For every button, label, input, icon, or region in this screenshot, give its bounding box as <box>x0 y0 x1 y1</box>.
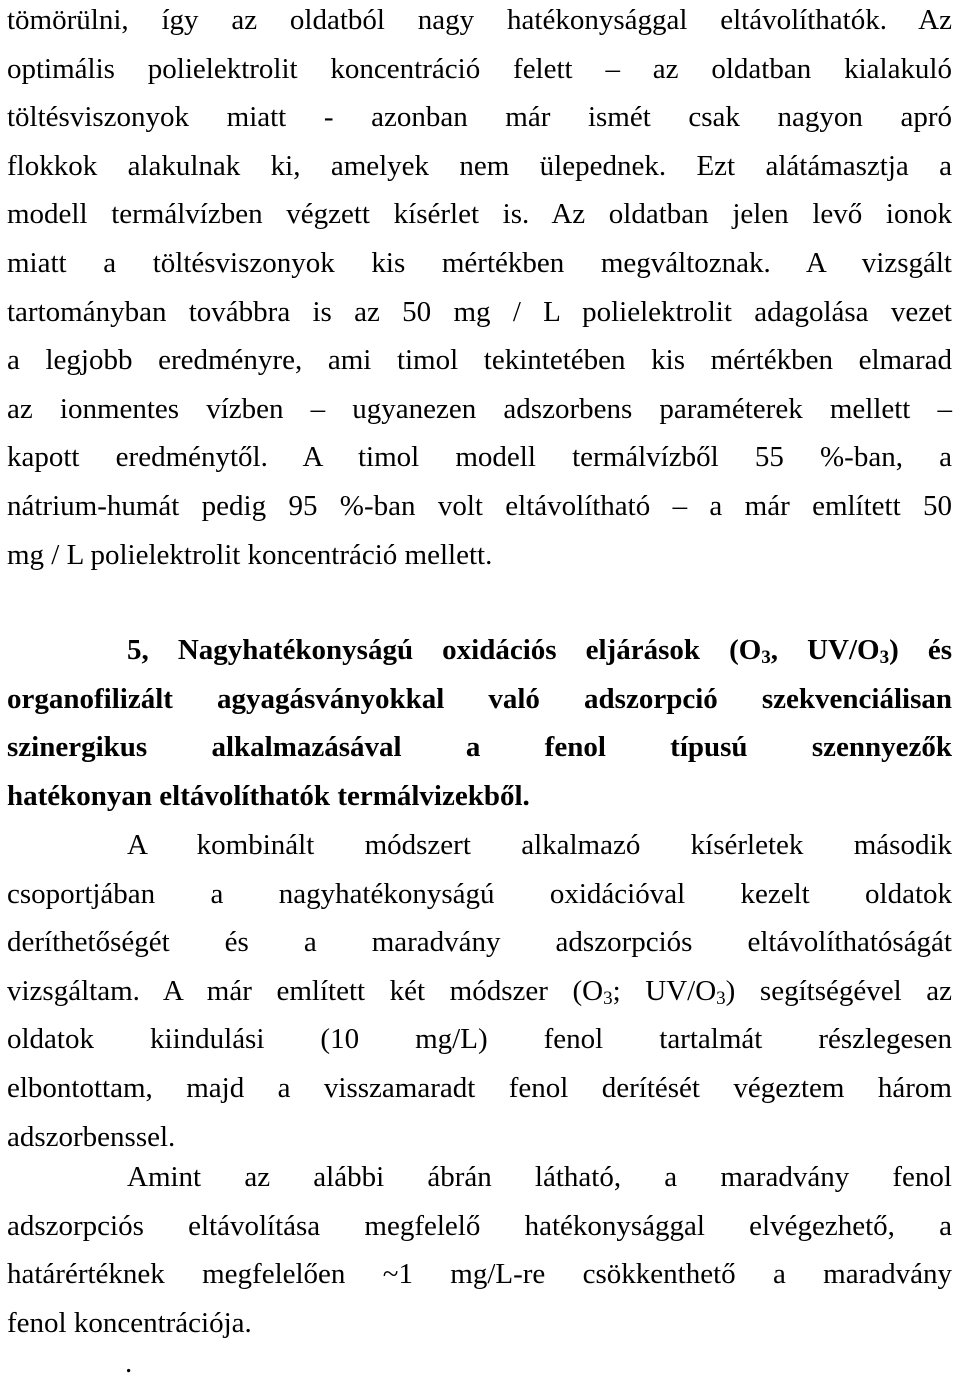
section-heading <box>7 626 952 820</box>
heading-line-1: 5, Nagyhatékonyságú oxidációs eljárások ($O_3$, $UV/O_3$) és <box>127 634 952 668</box>
text-line: vizsgáltam. A már említett két módszer ($O_3$; $UV/O_3$) segítségével az <box>7 974 952 1009</box>
text-line: határértéknek megfelelően ~1 mg/L-re csökkenthető a maradvány <box>7 1258 952 1291</box>
text-line: mg / L polielektrolit koncentráció mellett. <box>7 538 493 571</box>
text-line: nátrium-humát pedig 95 %-ban volt eltávolítható – a már említett 50 <box>7 489 952 522</box>
trailing-dot: . <box>125 1347 133 1379</box>
text-line: tömörülni, így az oldatból nagy hatékonysággal eltávolíthatók. Az <box>7 4 952 36</box>
text-line: töltésviszonyok miatt - azonban már ismét csak nagyon apró <box>7 101 952 134</box>
text-line: elbontottam, majd a visszamaradt fenol derítését végeztem három <box>7 1071 952 1104</box>
text-line: csoportjában a nagyhatékonyságú oxidációval kezelt oldatok <box>7 877 952 910</box>
text-line: az ionmentes vízben – ugyanezen adszorbens paraméterek mellett – <box>7 392 952 425</box>
heading-line-2: organofilizált agyagásványokkal való adszorpció szekvenciálisan <box>7 682 952 715</box>
text-line: flokkok alakulnak ki, amelyek nem ülepednek. Ezt alátámasztja a <box>7 149 952 182</box>
text-line: modell termálvízben végzett kísérlet is. Az oldatban jelen levő ionok <box>7 198 952 231</box>
text-line: optimális polielektrolit koncentráció felett – az oldatban kialakuló <box>7 52 952 85</box>
paragraph-1 <box>7 0 952 579</box>
text-line: kapott eredménytől. A timol modell termálvízből 55 %-ban, a <box>7 441 952 474</box>
text-line: adszorpciós eltávolítása megfelelő hatékonysággal elvégezhető, a <box>7 1209 952 1242</box>
paragraph-2 <box>7 821 952 1161</box>
heading-line-4: hatékonyan eltávolíthatók termálvizekből. <box>7 779 530 812</box>
text-line: fenol koncentrációja. <box>7 1306 252 1339</box>
text-line: Amint az alábbi ábrán látható, a maradvány fenol <box>127 1161 952 1193</box>
text-line: adszorbenssel. <box>7 1120 176 1153</box>
text-line: deríthetőségét és a maradvány adszorpciós eltávolíthatóságát <box>7 926 952 959</box>
text-line: tartományban továbbra is az 50 mg / L polielektrolit adagolása vezet <box>7 295 952 328</box>
paragraph-3 <box>7 1153 952 1347</box>
text-line: miatt a töltésviszonyok kis mértékben megváltoznak. A vizsgált <box>7 246 952 279</box>
text-line: oldatok kiindulási (10 mg/L) fenol tartalmát részlegesen <box>7 1023 952 1056</box>
heading-line-3: szinergikus alkalmazásával a fenol típusú szennyezők <box>7 731 952 764</box>
text-line: a legjobb eredményre, ami timol tekintetében kis mértékben elmarad <box>7 344 952 377</box>
text-line: A kombinált módszert alkalmazó kísérletek második <box>127 829 952 861</box>
